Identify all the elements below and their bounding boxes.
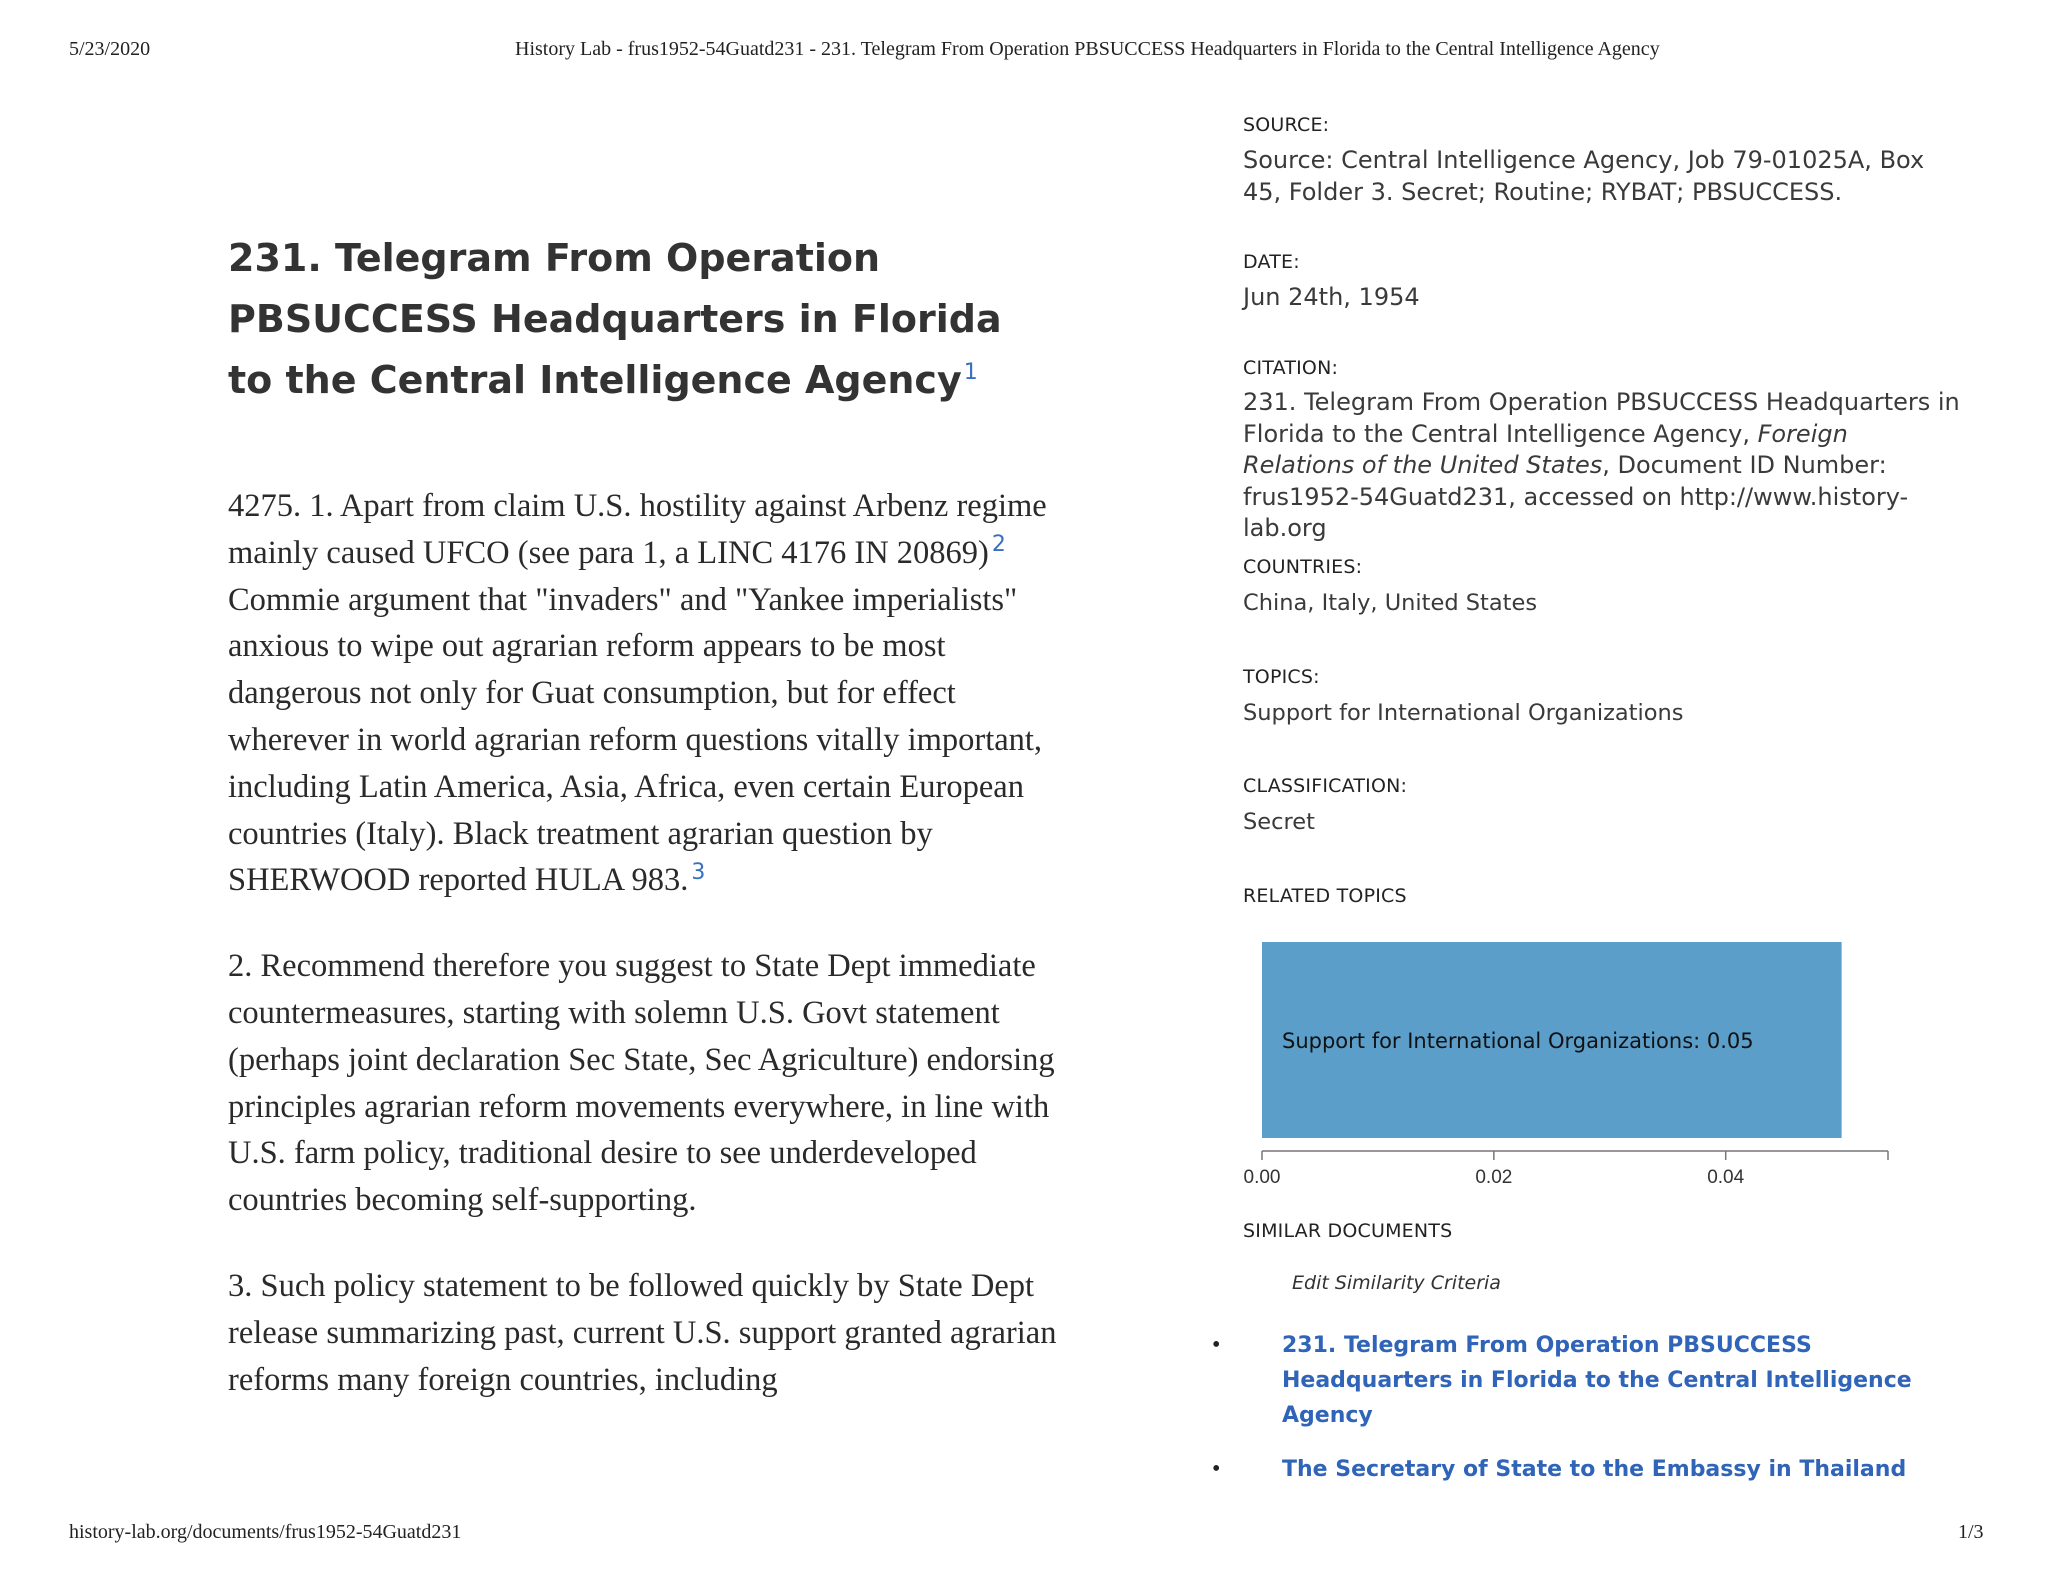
print-url: history-lab.org/documents/frus1952-54Guatd231 [69, 1521, 462, 1543]
paragraph-1-part-a: 4275. 1. Apart from claim U.S. hostility against Arbenz regime mainly caused UFCO (see para 1, a LINC 4176 IN 20869) [228, 488, 1047, 571]
source-label: SOURCE: [1243, 114, 1330, 136]
print-date: 5/23/2020 [69, 38, 151, 60]
date-value: Jun 24th, 1954 [1243, 283, 1420, 311]
page-break-mask [1200, 1510, 2000, 1582]
bullet-icon: • [1212, 1332, 1221, 1358]
paragraph-3: 3. Such policy statement to be followed quickly by State Dept release summarizing past, current U.S. support granted agrarian reforms many foreign countries, including [228, 1267, 1057, 1398]
citation-label: CITATION: [1243, 357, 1339, 379]
chart-x-axis [1244, 1151, 1888, 1188]
chart-bars [1262, 942, 1842, 1138]
related-topics-chart [1240, 930, 1900, 1190]
list-item [1212, 1328, 1972, 1433]
source-value: Source: Central Intelligence Agency, Job 79-01025A, Box 45, Folder 3. Secret; Routine; RYBAT; PBSUCCESS. [1243, 146, 1925, 206]
print-page-number: 1/3 [1958, 1521, 1984, 1543]
footnote-ref-2[interactable]: 2 [991, 531, 1006, 557]
document-title-text: 231. Telegram From Operation PBSUCCESS Headquarters in Florida to the Central Intelligence Agency [228, 236, 1002, 402]
classification-label: CLASSIFICATION: [1243, 775, 1408, 797]
topics-value: Support for International Organizations [1243, 700, 1684, 726]
countries-value: China, Italy, United States [1243, 590, 1538, 616]
paragraph-1 [228, 483, 1078, 904]
chart-tick-label: 0.02 [1475, 1167, 1513, 1188]
citation-italic: Foreign Relations of the United States [1243, 419, 1848, 479]
similar-documents-label: SIMILAR DOCUMENTS [1243, 1220, 1453, 1242]
chart-tick-label: 0.00 [1243, 1167, 1281, 1188]
citation-text-b: , Document ID Number: frus1952-54Guatd231, accessed on http://www.history-lab.org [1243, 451, 1909, 542]
similar-document-link[interactable]: The Secretary of State to the Embassy in Thailand [1282, 1457, 1907, 1482]
date-label: DATE: [1243, 251, 1300, 273]
edit-similarity-link[interactable]: Edit Similarity Criteria [1292, 1272, 1501, 1294]
print-page-title: History Lab - frus1952-54Guatd231 - 231. Telegram From Operation PBSUCCESS Headquarters in Florida to the Central Intelligence Agency [515, 38, 1660, 60]
similar-document-link[interactable]: 231. Telegram From Operation PBSUCCESS Headquarters in Florida to the Central Intelligence Agency [1282, 1333, 1912, 1428]
paragraph-1-part-b: Commie argument that "invaders" and "Yankee imperialists" anxious to wipe out agrarian reform appears to be most dangerous not only for Guat consumption, but for effect wherever in world agrarian reform questions vitally important, including Latin America, Asia, Africa, even certain European countries (Italy). Black treatment agrarian question by SHERWOOD reported HULA 983. [228, 581, 1043, 899]
bullet-icon: • [1212, 1456, 1221, 1482]
list-item [1212, 1452, 1972, 1487]
chart-data-label: Support for International Organizations: 0.05 [1282, 1029, 1754, 1053]
countries-label: COUNTRIES: [1243, 556, 1363, 578]
footnote-ref-1[interactable]: 1 [963, 360, 978, 386]
citation-value [1243, 387, 1963, 545]
related-topics-label: RELATED TOPICS [1243, 885, 1407, 907]
classification-value: Secret [1243, 809, 1315, 835]
citation-text-a: 231. Telegram From Operation PBSUCCESS Headquarters in Florida to the Central Intelligence Agency, [1243, 388, 1960, 448]
footnote-ref-3[interactable]: 3 [691, 859, 706, 885]
document-title [228, 228, 1028, 411]
chart-tick-label: 0.04 [1707, 1167, 1745, 1188]
topics-label: TOPICS: [1243, 666, 1320, 688]
document-body [228, 483, 1078, 1442]
paragraph-2: 2. Recommend therefore you suggest to State Dept immediate countermeasures, starting with solemn U.S. Govt statement (perhaps joint declaration Sec State, Sec Agriculture) endorsing principles agrarian reform movements everywhere, in line with U.S. farm policy, traditional desire to see underdeveloped countries becoming self-supporting. [228, 948, 1055, 1219]
